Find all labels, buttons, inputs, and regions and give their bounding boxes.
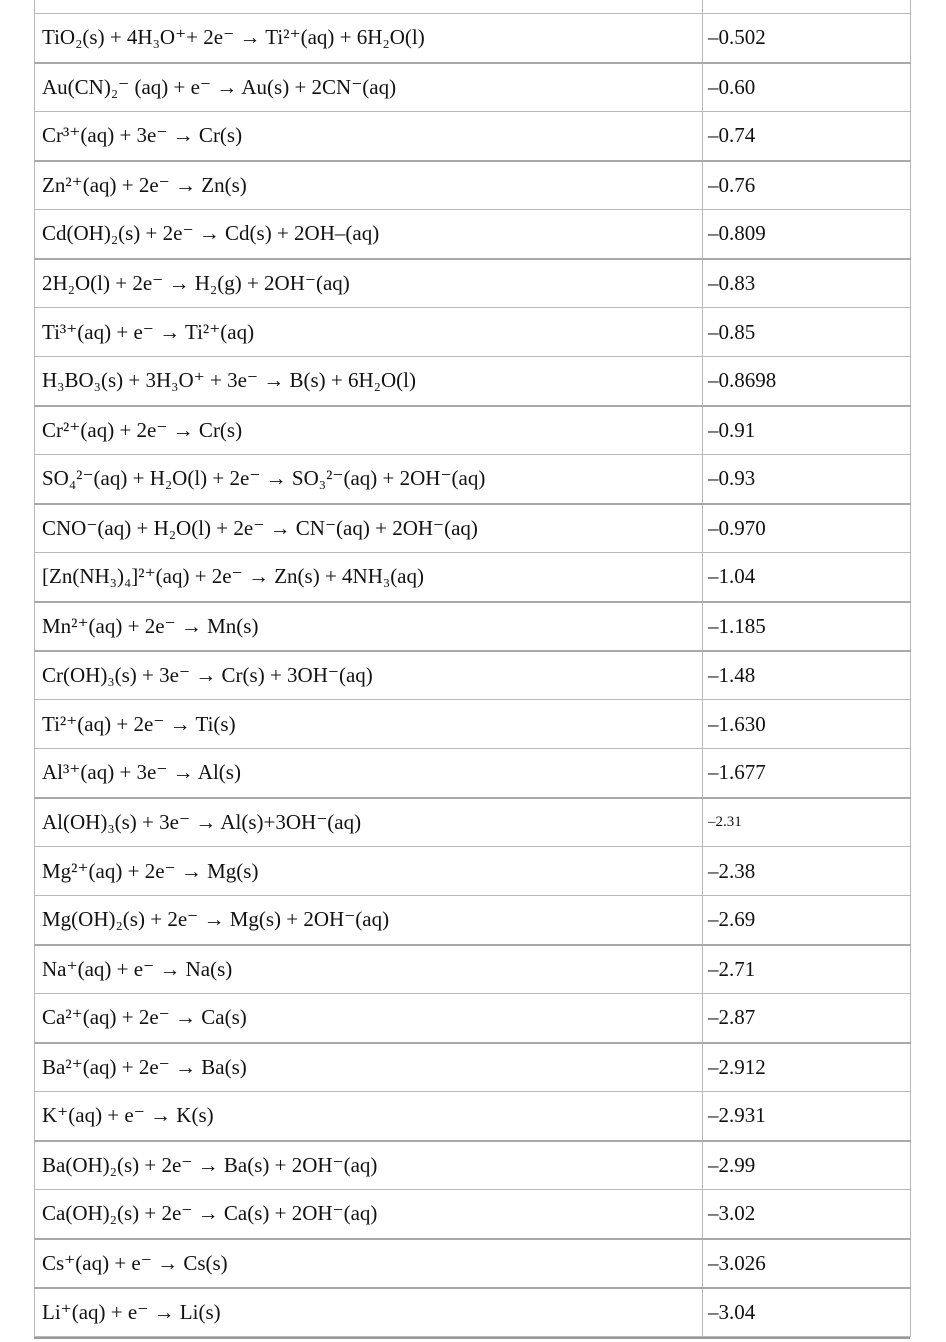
- table-row: [35, 602, 911, 651]
- table-row: [35, 847, 911, 896]
- standard-potential-cell: –2.69: [703, 896, 911, 945]
- table-row: [35, 14, 911, 63]
- half-reaction-cell: Ti²⁺(aq) + 2e⁻ → Ti(s): [35, 700, 703, 749]
- table-row: [35, 1239, 911, 1288]
- standard-potential-cell: –2.71: [703, 945, 911, 994]
- table-row: [35, 749, 911, 798]
- table-row: [35, 210, 911, 259]
- standard-potential-cell: –0.809: [703, 210, 911, 259]
- standard-potential-cell: –0.74: [703, 112, 911, 161]
- half-reaction-cell: Al³⁺(aq) + 3e⁻ → Al(s): [35, 749, 703, 798]
- half-reaction-cell: Cd(OH)₂(s) + 2e⁻ → Cd(s) + 2OH–(aq): [35, 210, 703, 259]
- cutoff-reaction-cell: [35, 0, 703, 14]
- half-reaction-cell: Cr(OH)₃(s) + 3e⁻ → Cr(s) + 3OH⁻(aq): [35, 651, 703, 700]
- standard-potential-cell: –3.02: [703, 1190, 911, 1239]
- standard-potential-cell: –0.76: [703, 161, 911, 210]
- table-row: [35, 945, 911, 994]
- table-row: [35, 406, 911, 455]
- half-reaction-cell: Mg(OH)₂(s) + 2e⁻ → Mg(s) + 2OH⁻(aq): [35, 896, 703, 945]
- standard-potential-cell: –3.04: [703, 1288, 911, 1337]
- table-row: [35, 112, 911, 161]
- table-row: [35, 259, 911, 308]
- table-row: [35, 63, 911, 112]
- half-reaction-cell: CNO⁻(aq) + H₂O(l) + 2e⁻ → CN⁻(aq) + 2OH⁻(aq): [35, 504, 703, 553]
- half-reaction-cell: Li⁺(aq) + e⁻ → Li(s): [35, 1288, 703, 1337]
- table-row: [35, 357, 911, 406]
- table-row: [35, 994, 911, 1043]
- table-row: [35, 1288, 911, 1337]
- half-reaction-cell: Ba(OH)₂(s) + 2e⁻ → Ba(s) + 2OH⁻(aq): [35, 1141, 703, 1190]
- standard-potential-cell: –1.630: [703, 700, 911, 749]
- standard-potential-cell: –0.8698: [703, 357, 911, 406]
- standard-potential-cell: –0.83: [703, 259, 911, 308]
- table-row: [35, 1190, 911, 1239]
- half-reaction-cell: TiO₂(s) + 4H₃O⁺+ 2e⁻ → Ti²⁺(aq) + 6H₂O(l): [35, 14, 703, 63]
- half-reaction-cell: Ca²⁺(aq) + 2e⁻ → Ca(s): [35, 994, 703, 1043]
- standard-potential-cell: –0.970: [703, 504, 911, 553]
- standard-potential-cell: –1.677: [703, 749, 911, 798]
- half-reaction-cell: Mg²⁺(aq) + 2e⁻ → Mg(s): [35, 847, 703, 896]
- table-row: [35, 798, 911, 847]
- standard-potential-cell: –2.31: [703, 798, 911, 847]
- reduction-potential-table: [34, 0, 911, 1337]
- half-reaction-cell: Ba²⁺(aq) + 2e⁻ → Ba(s): [35, 1043, 703, 1092]
- half-reaction-cell: Ca(OH)₂(s) + 2e⁻ → Ca(s) + 2OH⁻(aq): [35, 1190, 703, 1239]
- standard-potential-cell: –3.026: [703, 1239, 911, 1288]
- half-reaction-cell: H₃BO₃(s) + 3H₃O⁺ + 3e⁻ → B(s) + 6H₂O(l): [35, 357, 703, 406]
- table-row: [35, 455, 911, 504]
- standard-potential-cell: –0.502: [703, 14, 911, 63]
- standard-potential-cell: –2.99: [703, 1141, 911, 1190]
- table-row: [35, 1141, 911, 1190]
- half-reaction-cell: Cr³⁺(aq) + 3e⁻ → Cr(s): [35, 112, 703, 161]
- standard-potential-cell: –1.04: [703, 553, 911, 602]
- half-reaction-cell: Zn²⁺(aq) + 2e⁻ → Zn(s): [35, 161, 703, 210]
- table-row: [35, 308, 911, 357]
- table-body: [35, 0, 911, 1337]
- table-row: [35, 504, 911, 553]
- half-reaction-cell: K⁺(aq) + e⁻ → K(s): [35, 1092, 703, 1141]
- table-row: [35, 553, 911, 602]
- half-reaction-cell: SO₄²⁻(aq) + H₂O(l) + 2e⁻ → SO₃²⁻(aq) + 2OH⁻(aq): [35, 455, 703, 504]
- standard-potential-cell: –2.87: [703, 994, 911, 1043]
- table-row-cutoff: [35, 0, 911, 14]
- standard-potential-cell: –0.91: [703, 406, 911, 455]
- table-row: [35, 896, 911, 945]
- reduction-potential-table-container: [34, 0, 910, 1337]
- half-reaction-cell: Mn²⁺(aq) + 2e⁻ → Mn(s): [35, 602, 703, 651]
- table-row: [35, 161, 911, 210]
- standard-potential-cell: –2.912: [703, 1043, 911, 1092]
- cutoff-potential-cell: [703, 0, 911, 14]
- half-reaction-cell: Na⁺(aq) + e⁻ → Na(s): [35, 945, 703, 994]
- half-reaction-cell: Cr²⁺(aq) + 2e⁻ → Cr(s): [35, 406, 703, 455]
- half-reaction-cell: Cs⁺(aq) + e⁻ → Cs(s): [35, 1239, 703, 1288]
- table-row: [35, 651, 911, 700]
- half-reaction-cell: [Zn(NH₃)₄]²⁺(aq) + 2e⁻ → Zn(s) + 4NH₃(aq): [35, 553, 703, 602]
- half-reaction-cell: Ti³⁺(aq) + e⁻ → Ti²⁺(aq): [35, 308, 703, 357]
- standard-potential-cell: –0.93: [703, 455, 911, 504]
- table-row: [35, 700, 911, 749]
- standard-potential-cell: –1.48: [703, 651, 911, 700]
- standard-potential-cell: –1.185: [703, 602, 911, 651]
- half-reaction-cell: Au(CN)₂⁻ (aq) + e⁻ → Au(s) + 2CN⁻(aq): [35, 63, 703, 112]
- half-reaction-cell: Al(OH)₃(s) + 3e⁻ → Al(s)+3OH⁻(aq): [35, 798, 703, 847]
- standard-potential-cell: –0.60: [703, 63, 911, 112]
- standard-potential-cell: –0.85: [703, 308, 911, 357]
- half-reaction-cell: 2H₂O(l) + 2e⁻ → H₂(g) + 2OH⁻(aq): [35, 259, 703, 308]
- table-row: [35, 1092, 911, 1141]
- standard-potential-cell: –2.931: [703, 1092, 911, 1141]
- standard-potential-cell: –2.38: [703, 847, 911, 896]
- table-row: [35, 1043, 911, 1092]
